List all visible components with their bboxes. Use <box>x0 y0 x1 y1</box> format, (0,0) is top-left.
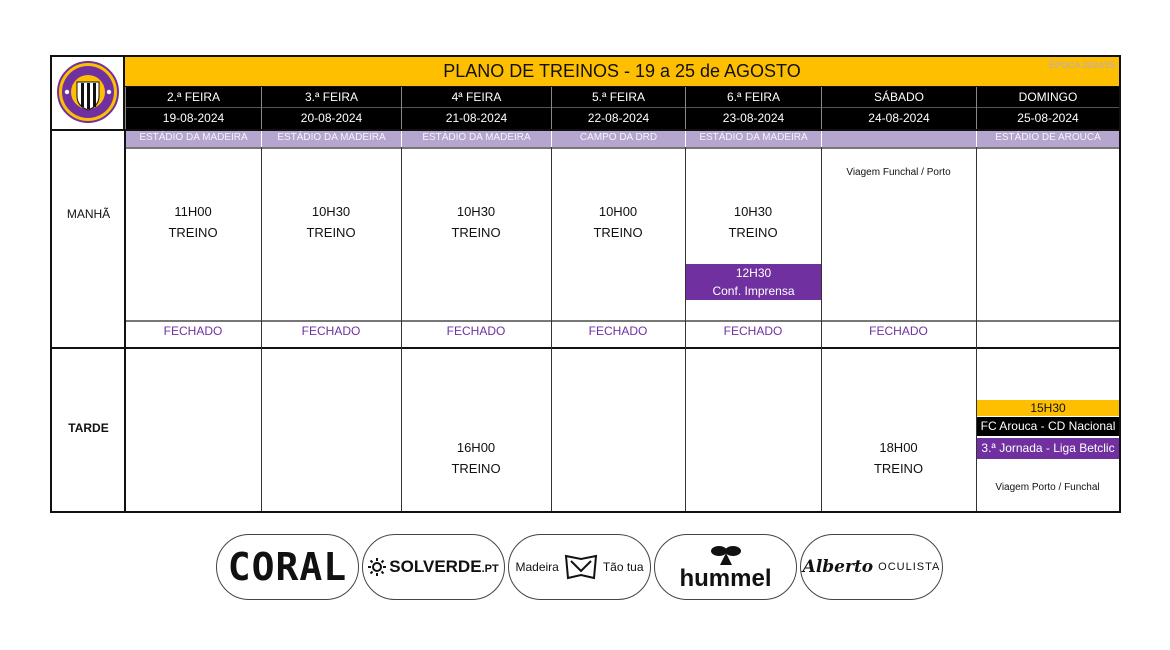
session-activity: TREINO <box>728 225 778 240</box>
morning-session-thu <box>551 201 685 243</box>
sponsor-solverde <box>362 534 505 600</box>
travel-note-sun: Viagem Porto / Funchal <box>995 482 1100 493</box>
bee-icon <box>710 543 742 567</box>
status-closed-tue: FECHADO <box>301 324 361 338</box>
session-activity: TREINO <box>593 225 643 240</box>
venue-wed: ESTÁDIO DA MADEIRA <box>401 131 551 147</box>
venue-fri: ESTÁDIO DA MADEIRA <box>685 131 821 147</box>
club-logo-cell <box>52 57 125 129</box>
venue-sat <box>821 131 976 147</box>
sponsor-solverde-logo: SOLVERDE <box>389 557 482 576</box>
sun-icon <box>368 558 386 576</box>
day-header-wed <box>401 87 551 129</box>
day-header-thu <box>551 87 685 129</box>
day-header-fri <box>685 87 821 129</box>
day-header-tue <box>261 87 401 129</box>
match-time: 15H30 <box>977 400 1119 416</box>
day-name: SÁBADO <box>822 87 976 108</box>
session-activity: TREINO <box>873 461 924 476</box>
day-name: 6.ª FEIRA <box>686 87 821 108</box>
status-closed-fri: FECHADO <box>723 324 783 338</box>
training-schedule-table <box>50 55 1121 513</box>
day-date: 23-08-2024 <box>722 111 785 125</box>
day-date: 19-08-2024 <box>162 111 225 125</box>
day-date: 20-08-2024 <box>300 111 363 125</box>
status-closed-mon: FECHADO <box>163 324 223 338</box>
day-date: 24-08-2024 <box>868 111 930 125</box>
period-label-morning: MANHÃ <box>66 207 111 221</box>
day-name: 3.ª FEIRA <box>262 87 401 108</box>
session-time: 18H00 <box>879 440 918 455</box>
day-date: 22-08-2024 <box>587 111 650 125</box>
day-header-sat <box>821 87 976 129</box>
day-name: 2.ª FEIRA <box>126 87 261 108</box>
venue-tue: ESTÁDIO DA MADEIRA <box>261 131 401 147</box>
venue-sun: ESTÁDIO DE AROUCA <box>976 131 1119 147</box>
travel-note-sat: Viagem Funchal / Porto <box>846 167 951 178</box>
sponsor-madeira <box>508 534 651 600</box>
sponsor-hummel <box>654 534 797 600</box>
day-header-sun <box>976 87 1119 129</box>
day-date: 21-08-2024 <box>445 111 508 125</box>
sponsor-alberto-suffix: OCULISTA <box>878 561 941 573</box>
sponsor-hummel-logo: hummel <box>679 565 772 592</box>
day-name: 4ª FEIRA <box>402 87 551 108</box>
venue-thu: CAMPO DA DRD <box>551 131 685 147</box>
session-activity: TREINO <box>451 461 501 476</box>
page-title: PLANO DE TREINOS - 19 a 25 de AGOSTO <box>443 61 801 81</box>
session-activity: TREINO <box>168 225 218 240</box>
sponsor-coral <box>216 534 359 600</box>
session-time: 11H00 <box>174 204 212 219</box>
press-conference-label: Conf. Imprensa <box>712 284 795 298</box>
afternoon-session-wed <box>401 437 551 479</box>
day-header-mon <box>125 87 261 129</box>
day-name: DOMINGO <box>977 87 1119 108</box>
madeira-mark-icon <box>564 553 598 581</box>
title-bar <box>125 57 1119 87</box>
sponsor-madeira-tagline: Tão tua <box>602 560 644 574</box>
session-activity: TREINO <box>306 225 356 240</box>
period-label-afternoon: TARDE <box>68 421 109 435</box>
season-label: ÉPOCA 2024/25 <box>1048 60 1115 70</box>
status-closed-thu: FECHADO <box>588 324 648 338</box>
morning-session-tue <box>261 201 401 243</box>
status-closed-sat: FECHADO <box>869 324 928 338</box>
session-activity: TREINO <box>451 225 501 240</box>
venue-divider <box>125 147 1119 149</box>
morning-session-wed <box>401 201 551 243</box>
venue-mon: ESTÁDIO DA MADEIRA <box>125 131 261 147</box>
session-time: 10H30 <box>311 204 351 219</box>
session-time: 10H30 <box>733 204 773 219</box>
session-time: 16H00 <box>456 440 496 455</box>
session-time: 10H30 <box>456 204 496 219</box>
sponsor-alberto <box>800 534 943 600</box>
afternoon-session-sat <box>821 437 976 479</box>
morning-session-fri <box>685 201 821 243</box>
status-closed-wed: FECHADO <box>446 324 506 338</box>
club-crest-icon <box>53 58 123 128</box>
sponsor-alberto-logo: Alberto <box>802 557 874 577</box>
press-conference-box <box>686 264 821 300</box>
match-competition: 3.ª Jornada - Liga Betclic <box>977 438 1119 459</box>
day-date: 25-08-2024 <box>1017 111 1079 125</box>
sponsor-madeira-logo: Madeira <box>515 560 559 574</box>
sponsor-coral-logo: CORAL <box>227 545 348 589</box>
match-fixture: FC Arouca - CD Nacional <box>977 417 1119 436</box>
morning-session-mon <box>125 201 261 243</box>
day-name: 5.ª FEIRA <box>552 87 685 108</box>
sponsor-solverde-suffix: .PT <box>481 563 499 575</box>
press-conference-time: 12H30 <box>735 266 772 280</box>
period-divider <box>52 347 1119 349</box>
session-time: 10H00 <box>598 204 638 219</box>
